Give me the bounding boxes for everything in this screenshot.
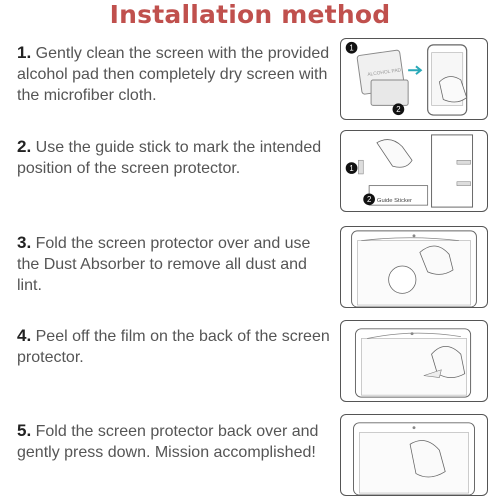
step-4-number: 4. bbox=[17, 326, 32, 345]
step-3-text bbox=[17, 232, 332, 296]
step-2-number: 2. bbox=[17, 137, 32, 156]
dust-absorber bbox=[389, 266, 416, 293]
step-4-illustration bbox=[340, 320, 488, 402]
step-1-text bbox=[17, 42, 332, 106]
step-2-text bbox=[17, 136, 332, 179]
step-5-description: Fold the screen protector back over and gently press down. Mission accomplished! bbox=[17, 423, 319, 461]
step-2-badge-1-label: 1 bbox=[349, 164, 354, 173]
phone-camera bbox=[413, 426, 416, 429]
step-1-badge-1-label: 1 bbox=[349, 43, 354, 53]
page-title: Installation method bbox=[109, 0, 391, 29]
step-3-description: Fold the screen protector over and use the Dust Absorber to remove all dust and lint. bbox=[17, 235, 311, 294]
phone-camera bbox=[413, 234, 416, 237]
arrow-icon bbox=[408, 66, 421, 74]
step-2-illustration bbox=[340, 130, 488, 212]
step-4-description: Peel off the film on the back of the screen protector. bbox=[17, 328, 330, 366]
step-1-number: 1. bbox=[17, 43, 32, 62]
guide-sticker-label: Guide Sticker bbox=[376, 198, 413, 205]
step-5-illustration bbox=[340, 414, 488, 496]
guide-mark-bottom bbox=[457, 182, 471, 186]
guide-mark-top bbox=[457, 160, 471, 164]
step-2-description: Use the guide stick to mark the intended position of the screen protector. bbox=[17, 139, 322, 177]
step-3-illustration bbox=[340, 226, 488, 308]
microfiber-cloth bbox=[371, 80, 408, 105]
phone-outline bbox=[432, 135, 473, 207]
step-2-badge-2-label: 2 bbox=[366, 195, 372, 205]
step-5-number: 5. bbox=[17, 421, 32, 440]
step-1-description: Gently clean the screen with the provided alcohol pad then completely dry screen with the microfiber cloth. bbox=[17, 45, 330, 104]
step-4-text bbox=[17, 325, 332, 368]
phone-camera bbox=[411, 332, 414, 335]
guide-stick bbox=[358, 160, 363, 174]
alcohol-pad-label: ALCOHOL PAD bbox=[367, 68, 402, 78]
step-5-text bbox=[17, 420, 332, 463]
hand-icon bbox=[377, 140, 412, 168]
step-1-illustration bbox=[340, 38, 488, 120]
step-3-number: 3. bbox=[17, 233, 32, 252]
step-1-badge-2-label: 2 bbox=[396, 105, 401, 115]
